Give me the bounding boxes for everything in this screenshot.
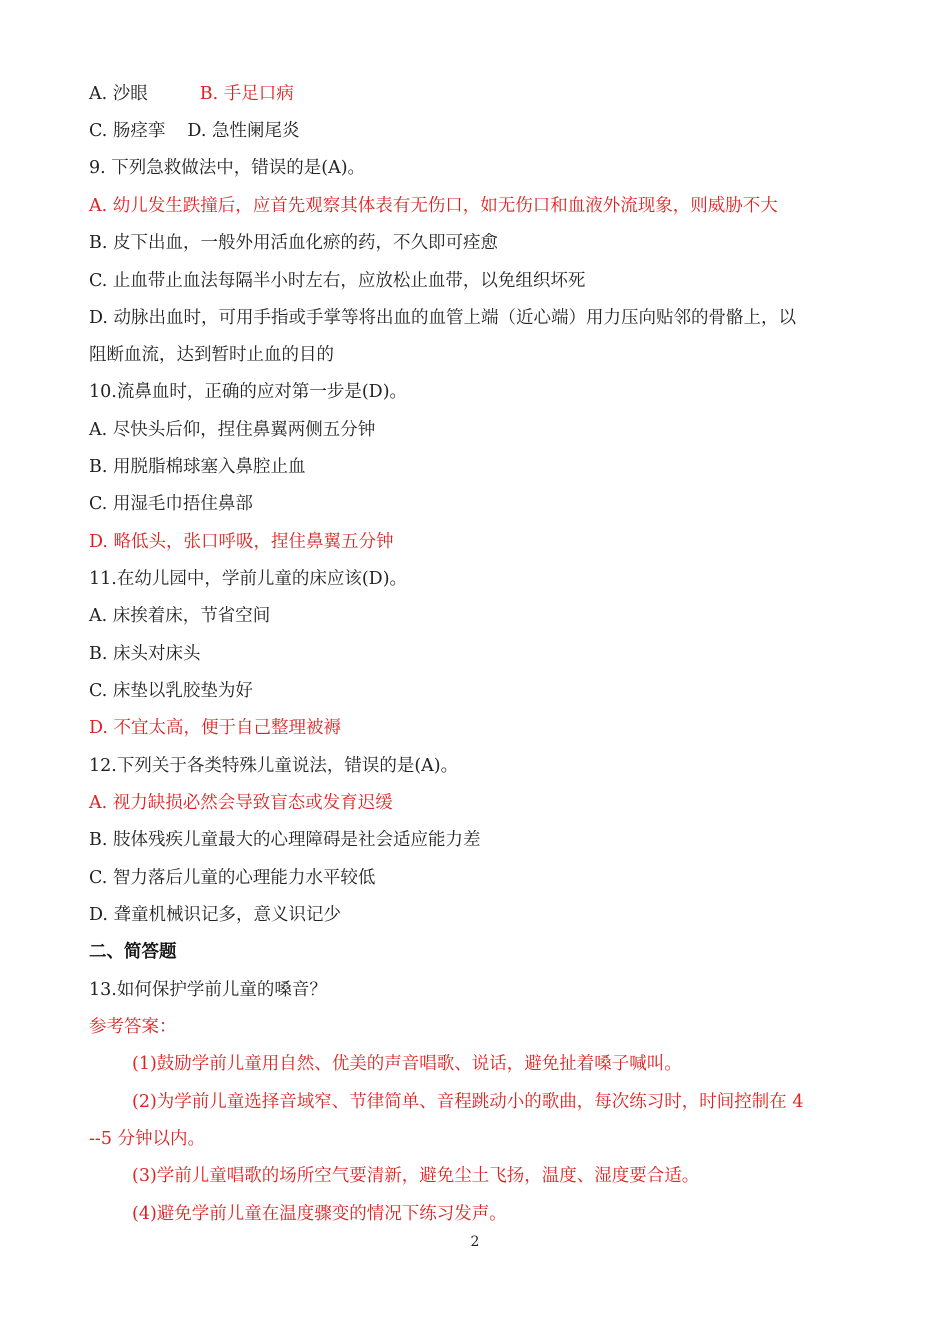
option-row: [89, 119, 890, 143]
option-b: B. 肢体残疾儿童最大的心理障碍是社会适应能力差: [89, 830, 481, 850]
question-13: 13.如何保护学前儿童的嗓音？: [89, 980, 327, 1000]
option-c: C. 智力落后儿童的心理能力水平较低: [89, 868, 376, 888]
option-b: B. 皮下出血，一般外用活血化瘀的药，不久即可痊愈: [89, 233, 498, 253]
option-a: A. 尽快头后仰，捏住鼻翼两侧五分钟: [89, 420, 376, 440]
question-12: 12.下列关于各类特殊儿童说法，错误的是(A)。: [89, 756, 459, 776]
answer-point-2-continued: --5 分钟以内。: [89, 1129, 206, 1149]
option-d: D. 急性阑尾炎: [187, 121, 300, 141]
answer-point-2: (2)为学前儿童选择音域窄、节律简单、音程跳动小的歌曲，每次练习时，时间控制在 4: [132, 1092, 804, 1112]
option-d: D. 聋童机械识记多，意义识记少: [89, 905, 342, 925]
option-c: C. 用湿毛巾捂住鼻部: [89, 494, 253, 514]
option-b: B. 用脱脂棉球塞入鼻腔止血: [89, 457, 306, 477]
option-a: A. 沙眼: [89, 84, 148, 104]
option-d: D. 动脉出血时，可用手指或手掌等将出血的血管上端（近心端）用力压向贴邻的骨骼上，以: [89, 308, 797, 328]
option-row: [89, 82, 890, 106]
option-c: C. 床垫以乳胶垫为好: [89, 681, 253, 701]
option-d-answer: D. 不宜太高，便于自己整理被褥: [89, 718, 342, 738]
answer-point-4: (4)避免学前儿童在温度骤变的情况下练习发声。: [132, 1204, 507, 1224]
question-9: 9. 下列急救做法中，错误的是(A)。: [89, 158, 366, 178]
option-c: C. 肠痉挛: [89, 121, 166, 141]
option-d-answer: D. 略低头，张口呼吸，捏住鼻翼五分钟: [89, 532, 394, 552]
answer-point-1: (1)鼓励学前儿童用自然、优美的声音唱歌、说话，避免扯着嗓子喊叫。: [132, 1054, 682, 1074]
question-11: 11.在幼儿园中，学前儿童的床应该(D)。: [89, 569, 408, 589]
reference-answer-label: 参考答案：: [89, 1017, 177, 1037]
option-a-answer: A. 幼儿发生跌撞后，应首先观察其体表有无伤口，如无伤口和血液外流现象，则威胁不大: [89, 196, 778, 216]
page-number: 2: [470, 1234, 480, 1250]
option-b-answer: B. 手足口病: [199, 84, 294, 104]
option-a-answer: A. 视力缺损必然会导致盲态或发育迟缓: [89, 793, 393, 813]
question-10: 10.流鼻血时，正确的应对第一步是(D)。: [89, 382, 408, 402]
option-c: C. 止血带止血法每隔半小时左右，应放松止血带，以免组织坏死: [89, 271, 586, 291]
section-heading: 二、简答题: [89, 942, 177, 962]
option-d-continued: 阻断血流，达到暂时止血的目的: [89, 345, 334, 365]
option-a: A. 床挨着床，节省空间: [89, 606, 271, 626]
option-b: B. 床头对床头: [89, 644, 201, 664]
answer-point-3: (3)学前儿童唱歌的场所空气要清新，避免尘土飞扬，温度、湿度要合适。: [132, 1166, 700, 1186]
